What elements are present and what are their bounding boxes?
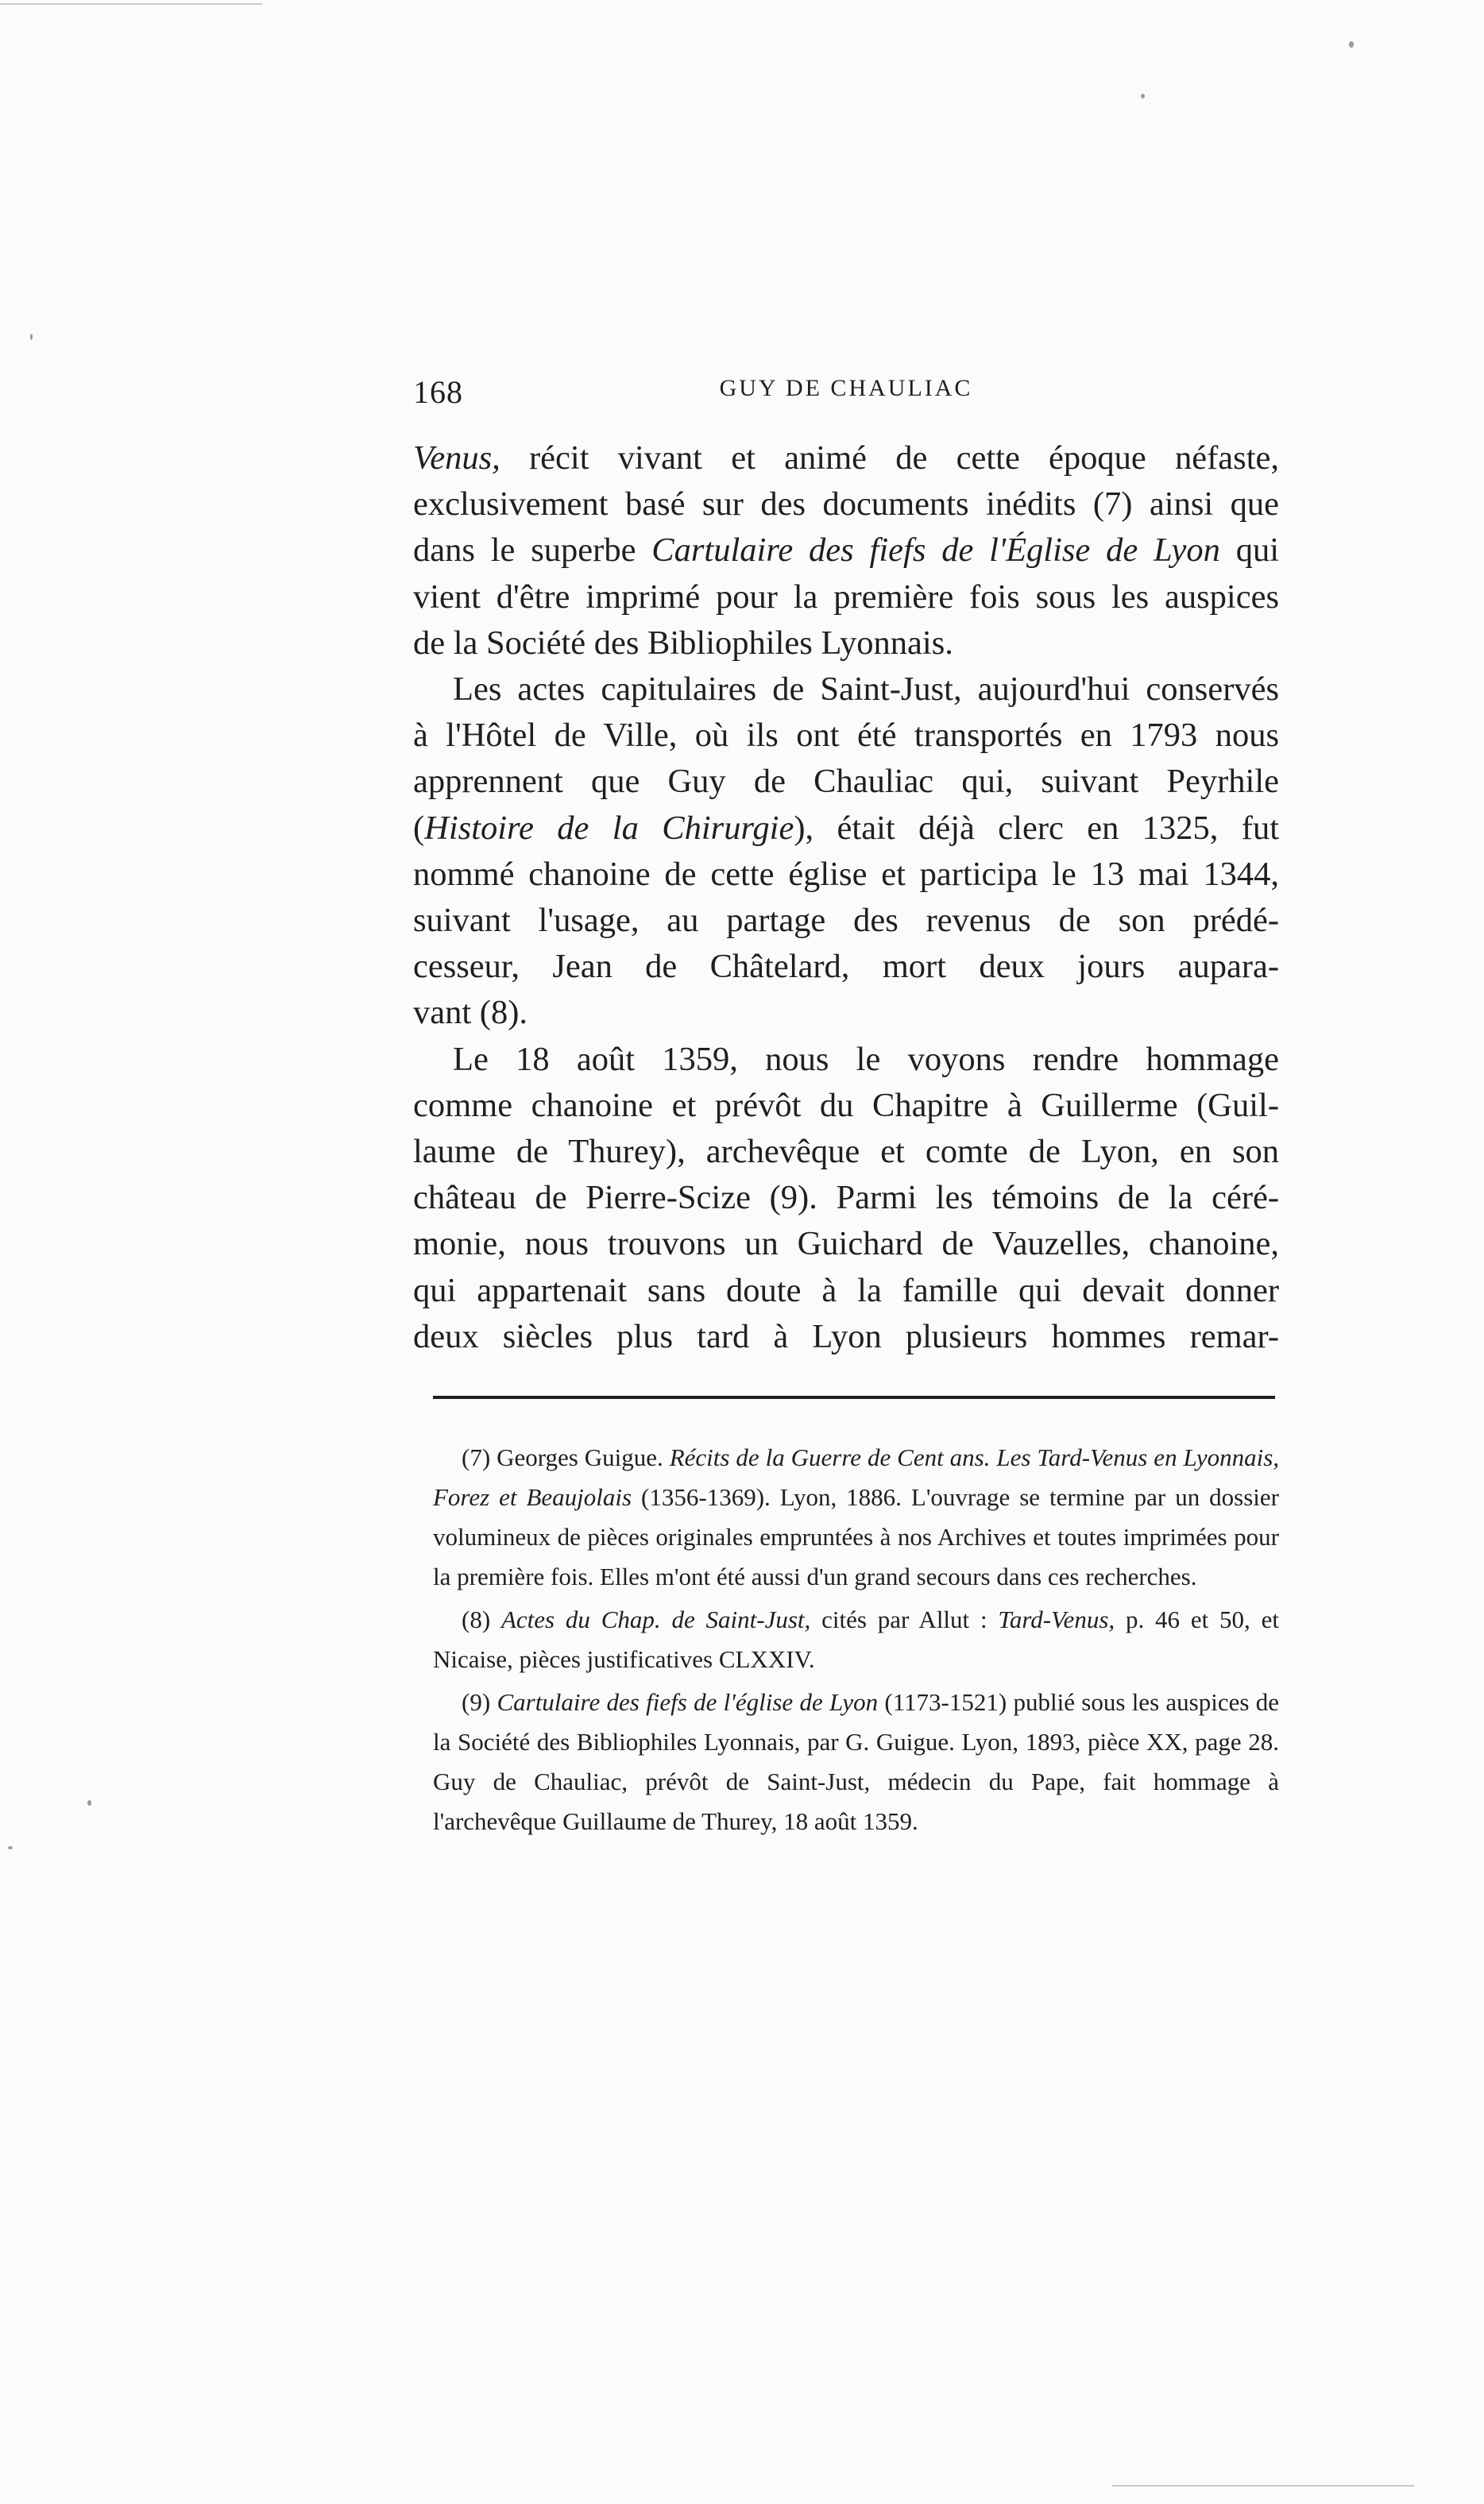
- paragraph-3: [413, 1037, 1279, 1360]
- text-line: monie, nous trouvons un Guichard de Vauzelles, chanoine,: [413, 1225, 1279, 1263]
- text-line: cesseur, Jean de Châtelard, mort deux jours aupara-: [413, 948, 1279, 986]
- scan-edge-bottom: [1112, 2485, 1414, 2487]
- text-line: château de Pierre-Scize (9). Parmi les témoins de la céré-: [413, 1179, 1279, 1217]
- body-text: [413, 435, 1279, 1360]
- paragraph-1: [413, 435, 1279, 667]
- running-title: GUY DE CHAULIAC: [719, 375, 973, 401]
- text-line: vant (8).: [413, 994, 528, 1032]
- footnotes: [433, 1438, 1279, 1845]
- paragraph-2: [413, 667, 1279, 1037]
- italic-text: Cartulaire des fiefs de l'Église de Lyon: [651, 531, 1220, 570]
- italic-text: Cartulaire des fiefs de l'église de Lyon: [497, 1688, 879, 1716]
- text-line: laume de Thurey), archevêque et comte de Lyon, en son: [413, 1133, 1279, 1171]
- footnote-9: (9) Cartulaire des fiefs de l'église de Lyon (1173-1521) publié sous les auspices de la Société des Bibliophiles Lyonnais, par G. Guigue. Lyon, 1893, pièce XX, page 28. Guy de Chauliac, prévôt de Saint-Just, médecin du Pape, fait hommage à l'archevêque Guillaume de Thurey, 18 août 1359.: [433, 1688, 1279, 1835]
- footnote-8: (8) Actes du Chap. de Saint-Just, cités par Allut : Tard-Venus, p. 46 et 50, et Nicaise, pièces justificatives CLXXIV.: [433, 1606, 1279, 1673]
- italic-text: Histoire de la Chirurgie: [424, 809, 794, 847]
- italic-text: Tard-Venus,: [998, 1606, 1115, 1633]
- text-line: (Histoire de la Chirurgie), était déjà clerc en 1325, fut: [413, 809, 1280, 847]
- scan-speck: [8, 1846, 13, 1849]
- text-line: comme chanoine et prévôt du Chapitre à Guillerme (Guil-: [413, 1086, 1279, 1124]
- text-line: Les actes capitulaires de Saint-Just, aujourd'hui conservés: [453, 670, 1279, 709]
- scan-speck: [1141, 94, 1145, 99]
- text-line: dans le superbe Cartulaire des fiefs de l'Église de Lyon qui: [413, 531, 1280, 570]
- footnote-rule: [433, 1396, 1275, 1399]
- italic-text: Récits de la Guerre de Cent ans. Les Tard-Venus en Lyonnais, Forez et Beaujolais: [433, 1443, 1280, 1511]
- text-line: à l'Hôtel de Ville, où ils ont été transportés en 1793 nous: [413, 717, 1279, 755]
- page-number: 168: [413, 374, 463, 410]
- text-line: suivant l'usage, au partage des revenus de son prédé-: [413, 902, 1279, 940]
- italic-text: Venus,: [413, 439, 500, 477]
- text-line: qui appartenait sans doute à la famille qui devait donner: [413, 1271, 1279, 1309]
- text-line: vient d'être imprimé pour la première fois sous les auspices: [413, 578, 1279, 616]
- scan-edge-top: [0, 3, 262, 5]
- scan-speck: [1349, 41, 1354, 48]
- text-line: deux siècles plus tard à Lyon plusieurs hommes remar-: [413, 1317, 1279, 1355]
- text-line: de la Société des Bibliophiles Lyonnais.: [413, 624, 953, 662]
- page-header: [413, 373, 1279, 421]
- scan-speck: [87, 1800, 91, 1806]
- italic-text: Actes du Chap. de Saint-Just,: [500, 1606, 811, 1633]
- text-line: nommé chanoine de cette église et participa le 13 mai 1344,: [413, 855, 1279, 893]
- footnote-7: (7) Georges Guigue. Récits de la Guerre de Cent ans. Les Tard-Venus en Lyonnais, Forez et Beaujolais (1356-1369). Lyon, 1886. L'ouvrage se termine par un dossier volumineux de pièces originales empruntées à nos Archives et toutes imprimées pour la première fois. Elles m'ont été aussi d'un grand secours dans ces recherches.: [433, 1443, 1280, 1590]
- text-line: exclusivement basé sur des documents inédits (7) ainsi que: [413, 485, 1279, 524]
- text-line: apprennent que Guy de Chauliac qui, suivant Peyrhile: [413, 763, 1279, 801]
- scan-speck: [30, 334, 33, 340]
- text-line: Le 18 août 1359, nous le voyons rendre hommage: [453, 1040, 1279, 1078]
- text-line: Venus, récit vivant et animé de cette époque néfaste,: [413, 439, 1279, 477]
